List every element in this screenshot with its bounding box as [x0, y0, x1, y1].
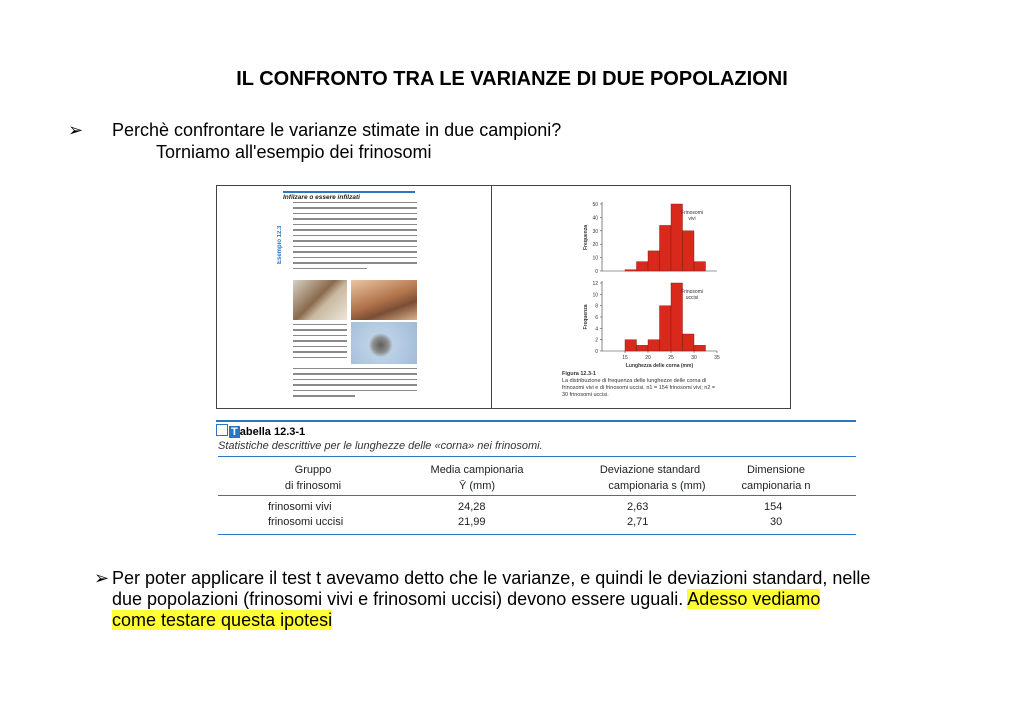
hist-bar-uccisi — [625, 340, 637, 351]
table-cell-mean: 24,28 — [458, 501, 486, 513]
bullet-arrow-icon: ➢ — [94, 568, 110, 588]
page-title: IL CONFRONTO TRA LE VARIANZE DI DUE POPOLAZIONI — [236, 68, 788, 90]
bullet-line-3 — [112, 610, 332, 631]
hist-bar-uccisi — [637, 345, 649, 351]
y-tick-label-uccisi: 4 — [595, 326, 598, 333]
col-header-mean: Media campionaria Ȳ (mm) — [430, 464, 524, 492]
y-tick-label-uccisi: 10 — [592, 292, 598, 299]
table-cell-sd: 2,71 — [627, 516, 649, 528]
y-tick-label-uccisi: 8 — [595, 303, 598, 310]
figure-caption-text: La distribuzione di frequenza delle lunghezze delle corna di frinosomi vivi e di frinosomi uccisi. n1 = 154 frinosomi vivi; n2 = 30 frinosomi uccisi. — [562, 378, 716, 398]
y-tick-label-vivi: 20 — [592, 242, 598, 249]
y-tick-label-vivi: 10 — [592, 255, 598, 262]
table-rule — [218, 534, 856, 535]
example-side-label: Esempio 12.3 — [277, 225, 283, 264]
highlighted-text: Adesso vediamo — [687, 589, 821, 609]
bullet-subtext: Torniamo all'esempio dei frinosomi — [156, 142, 432, 162]
col-header-sd: Deviazione standard campionaria s (mm) — [599, 464, 706, 492]
textbook-figure — [216, 185, 791, 409]
table-cell-n: 30 — [770, 516, 783, 528]
table-cell-group: frinosomi vivi — [268, 501, 332, 513]
box-heading: Infilzare o essere infilzati — [283, 191, 415, 202]
y-axis-label-vivi: Frequenza — [583, 224, 589, 251]
bullet-arrow-icon: ➢ — [68, 120, 84, 140]
table-subtitle: Statistiche descrittive per le lunghezze delle «corna» nei frinosomi. — [218, 440, 543, 452]
table-cell-sd: 2,63 — [627, 501, 649, 513]
table-rule — [218, 456, 856, 457]
textbook-page-excerpt — [217, 186, 491, 408]
hist-bar-vivi — [625, 270, 637, 271]
table-heading-initial: T — [231, 426, 238, 438]
table-heading-rest: abella 12.3-1 — [239, 426, 306, 438]
table-top-rule — [216, 420, 856, 422]
x-tick-label: 15 — [622, 355, 628, 361]
bullet-line-2 — [112, 589, 820, 610]
hist-bar-uccisi — [660, 306, 672, 351]
table-cell-group: frinosomi uccisi — [268, 516, 344, 528]
y-axis-label-uccisi: Frequenza — [583, 304, 589, 330]
hist-bar-uccisi — [683, 334, 695, 351]
hist-bar-vivi — [683, 231, 695, 271]
series-label-uccisi: Frinosomi uccisi — [681, 289, 703, 301]
hist-bar-vivi — [637, 262, 649, 271]
y-tick-label-uccisi: 0 — [595, 349, 598, 355]
x-tick-label: 30 — [691, 355, 697, 361]
bullet-text: Perchè confrontare le varianze stimate in due campioni? — [112, 120, 562, 140]
x-tick-label: 35 — [714, 355, 720, 361]
table-cell-mean: 21,99 — [458, 516, 486, 528]
y-tick-label-vivi: 50 — [592, 202, 598, 208]
table-heading — [216, 424, 305, 438]
photo-horned-lizard — [351, 280, 417, 320]
hist-bar-vivi — [648, 251, 660, 271]
hist-bar-vivi — [694, 262, 706, 271]
table-cell-n: 154 — [764, 501, 783, 513]
bullet-line-2-text: due popolazioni (frinosomi vivi e frinosomi uccisi) devono essere uguali. — [112, 589, 688, 609]
paragraph-text-block — [293, 202, 417, 273]
series-label-vivi: Frinosomi vivi — [681, 210, 703, 222]
table-square-icon — [216, 424, 228, 436]
col-header-n: Dimensione campionaria n — [741, 464, 811, 492]
paragraph-text-block-2 — [293, 324, 347, 362]
y-tick-label-uccisi: 12 — [592, 281, 598, 287]
y-tick-label-vivi: 30 — [592, 228, 598, 235]
x-tick-label: 20 — [645, 355, 651, 361]
photo-shrike-bird — [351, 322, 417, 364]
hist-bar-vivi — [660, 225, 672, 271]
paragraph-text-block-3 — [293, 368, 417, 401]
descriptive-stats-table — [216, 420, 856, 536]
x-tick-label: 25 — [668, 355, 674, 361]
highlighted-text: come testare questa ipotesi — [112, 610, 333, 630]
histogram-panel — [492, 186, 790, 408]
y-tick-label-vivi: 0 — [595, 269, 598, 275]
bullet-line-1: Per poter applicare il test t avevamo detto che le varianze, e quindi le deviazioni standard, nelle — [112, 568, 871, 588]
figure-caption-title: Figura 12.3-1 — [562, 371, 596, 377]
x-axis-label: Lunghezza delle corna (mm) — [625, 363, 694, 369]
y-tick-label-uccisi: 2 — [595, 337, 598, 344]
col-header-group: Gruppo di frinosomi — [284, 464, 342, 492]
photo-impaled-lizard — [293, 280, 347, 320]
hist-bar-uccisi — [694, 345, 706, 351]
horn-length-histograms — [492, 186, 790, 371]
y-tick-label-vivi: 40 — [592, 215, 598, 222]
hist-bar-uccisi — [648, 340, 660, 351]
y-tick-label-uccisi: 6 — [595, 315, 598, 321]
table-rule — [218, 495, 856, 496]
